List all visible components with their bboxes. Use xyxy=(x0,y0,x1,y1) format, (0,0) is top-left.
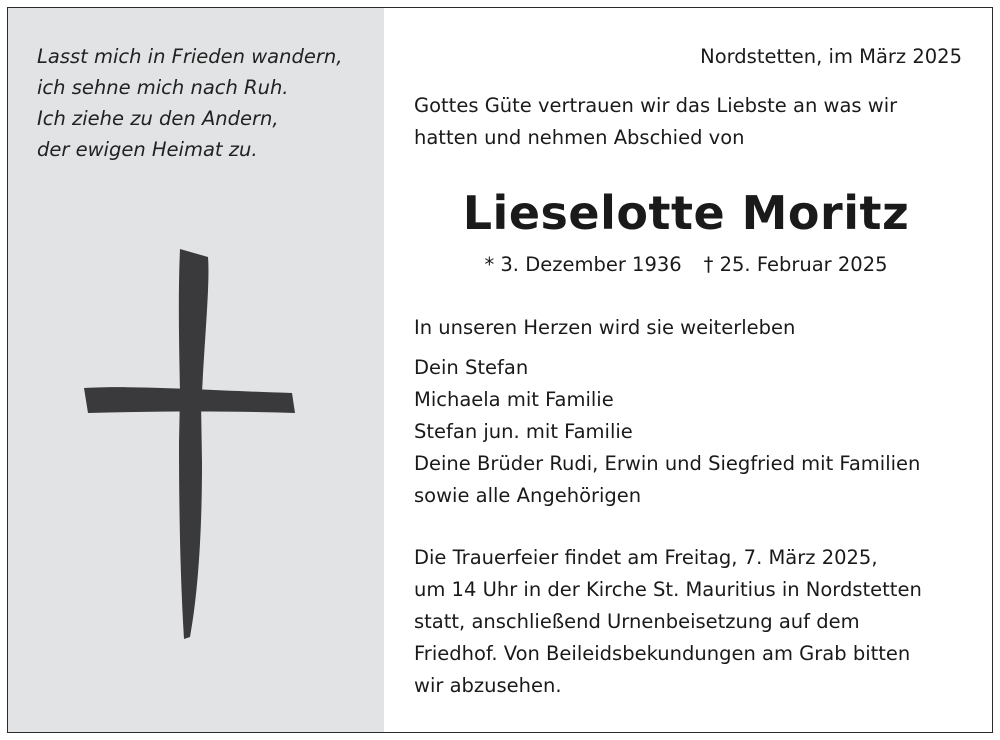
life-dates xyxy=(386,250,986,280)
funeral-line: Die Trauerfeier findet am Freitag, 7. März 2025, xyxy=(414,546,878,569)
intro-line: hatten und nehmen Abschied von xyxy=(414,126,745,149)
poem-line: ich sehne mich nach Ruh. xyxy=(37,76,289,99)
mourner: Stefan jun. mit Familie xyxy=(414,420,633,443)
funeral-info xyxy=(414,542,922,702)
poem-line: der ewigen Heimat zu. xyxy=(37,138,258,161)
intro-text xyxy=(414,90,897,154)
poem-line: Ich ziehe zu den Andern, xyxy=(37,107,279,130)
deceased-name: Lieselotte Moritz xyxy=(462,186,910,240)
funeral-line: statt, anschließend Urnenbeisetzung auf dem xyxy=(414,610,860,633)
poem-line: Lasst mich in Frieden wandern, xyxy=(37,45,343,68)
funeral-line: um 14 Uhr in der Kirche St. Mauritius in Nordstetten xyxy=(414,578,922,601)
birth-date: * 3. Dezember 1936 xyxy=(484,253,682,276)
funeral-line: wir abzusehen. xyxy=(414,674,562,697)
place-date: Nordstetten, im März 2025 xyxy=(700,45,962,68)
mourner: sowie alle Angehörigen xyxy=(414,484,642,507)
mourner: Deine Brüder Rudi, Erwin und Siegfried mit Familien xyxy=(414,452,921,475)
heart-line xyxy=(414,312,795,344)
intro-line: Gottes Güte vertrauen wir das Liebste an was wir xyxy=(414,94,898,117)
mourner: Dein Stefan xyxy=(414,356,529,379)
mourner: Michaela mit Familie xyxy=(414,388,614,411)
heart-line-text: In unseren Herzen wird sie weiterleben xyxy=(414,316,796,339)
poem xyxy=(37,41,377,165)
cross-icon xyxy=(80,243,300,643)
cross-horizontal-beam xyxy=(84,387,295,413)
death-date: † 25. Februar 2025 xyxy=(703,253,888,276)
cross-vertical-beam xyxy=(179,249,209,639)
mourners-list xyxy=(414,352,920,512)
funeral-line: Friedhof. Von Beileidsbekundungen am Grab bitten xyxy=(414,642,911,665)
